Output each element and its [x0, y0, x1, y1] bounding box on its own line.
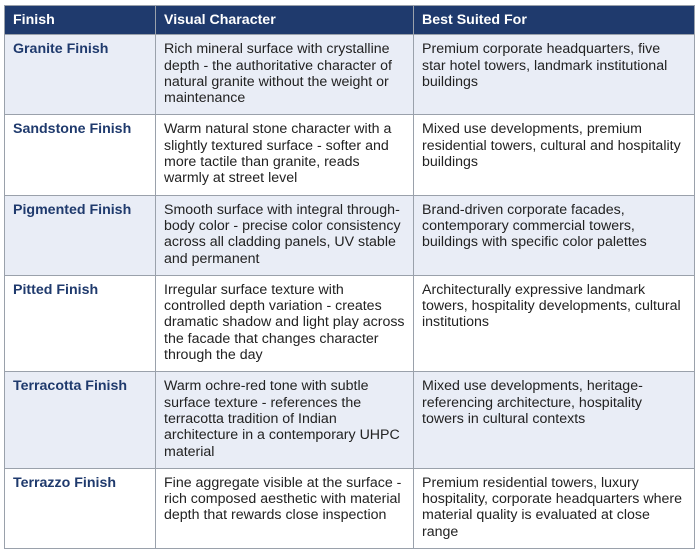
finish-name: Pigmented Finish: [5, 195, 156, 275]
finish-name: Granite Finish: [5, 35, 156, 115]
best-suited-for-cell: Mixed use developments, premium residential towers, cultural and hospitality buildings: [414, 115, 695, 195]
visual-character-cell: Rich mineral surface with crystalline depth - the authoritative character of natural granite without the weight or maintenance: [156, 35, 414, 115]
table-row: [5, 115, 695, 195]
visual-character-cell: Warm natural stone character with a slightly textured surface - softer and more tactile than granite, reads warmly at street level: [156, 115, 414, 195]
visual-character-cell: Smooth surface with integral through-body color - precise color consistency across all cladding panels, UV stable and permanent: [156, 195, 414, 275]
table-header-row: [5, 6, 695, 35]
finishes-table: [4, 5, 695, 549]
best-suited-for-cell: Architecturally expressive landmark towers, hospitality developments, cultural institutions: [414, 275, 695, 371]
best-suited-for-cell: Mixed use developments, heritage-referencing architecture, hospitality towers in cultural contexts: [414, 372, 695, 468]
visual-character-cell: Irregular surface texture with controlled depth variation - creates dramatic shadow and light play across the facade that changes character through the day: [156, 275, 414, 371]
visual-character-cell: Warm ochre-red tone with subtle surface texture - references the terracotta tradition of Indian architecture in a contemporary UHPC material: [156, 372, 414, 468]
visual-character-cell: Fine aggregate visible at the surface - rich composed aesthetic with material depth that rewards close inspection: [156, 468, 414, 548]
finish-name: Sandstone Finish: [5, 115, 156, 195]
finish-name: Terracotta Finish: [5, 372, 156, 468]
best-suited-for-cell: Brand-driven corporate facades, contemporary commercial towers, buildings with specific color palettes: [414, 195, 695, 275]
best-suited-for-cell: Premium residential towers, luxury hospitality, corporate headquarters where material quality is evaluated at close range: [414, 468, 695, 548]
table-row: [5, 35, 695, 115]
best-suited-for-cell: Premium corporate headquarters, five star hotel towers, landmark institutional buildings: [414, 35, 695, 115]
column-header-best-suited-for: Best Suited For: [414, 6, 695, 35]
table-row: [5, 468, 695, 548]
finish-name: Terrazzo Finish: [5, 468, 156, 548]
table-row: [5, 372, 695, 468]
table-row: [5, 275, 695, 371]
column-header-visual-character: Visual Character: [156, 6, 414, 35]
column-header-finish: Finish: [5, 6, 156, 35]
finish-name: Pitted Finish: [5, 275, 156, 371]
table-row: [5, 195, 695, 275]
